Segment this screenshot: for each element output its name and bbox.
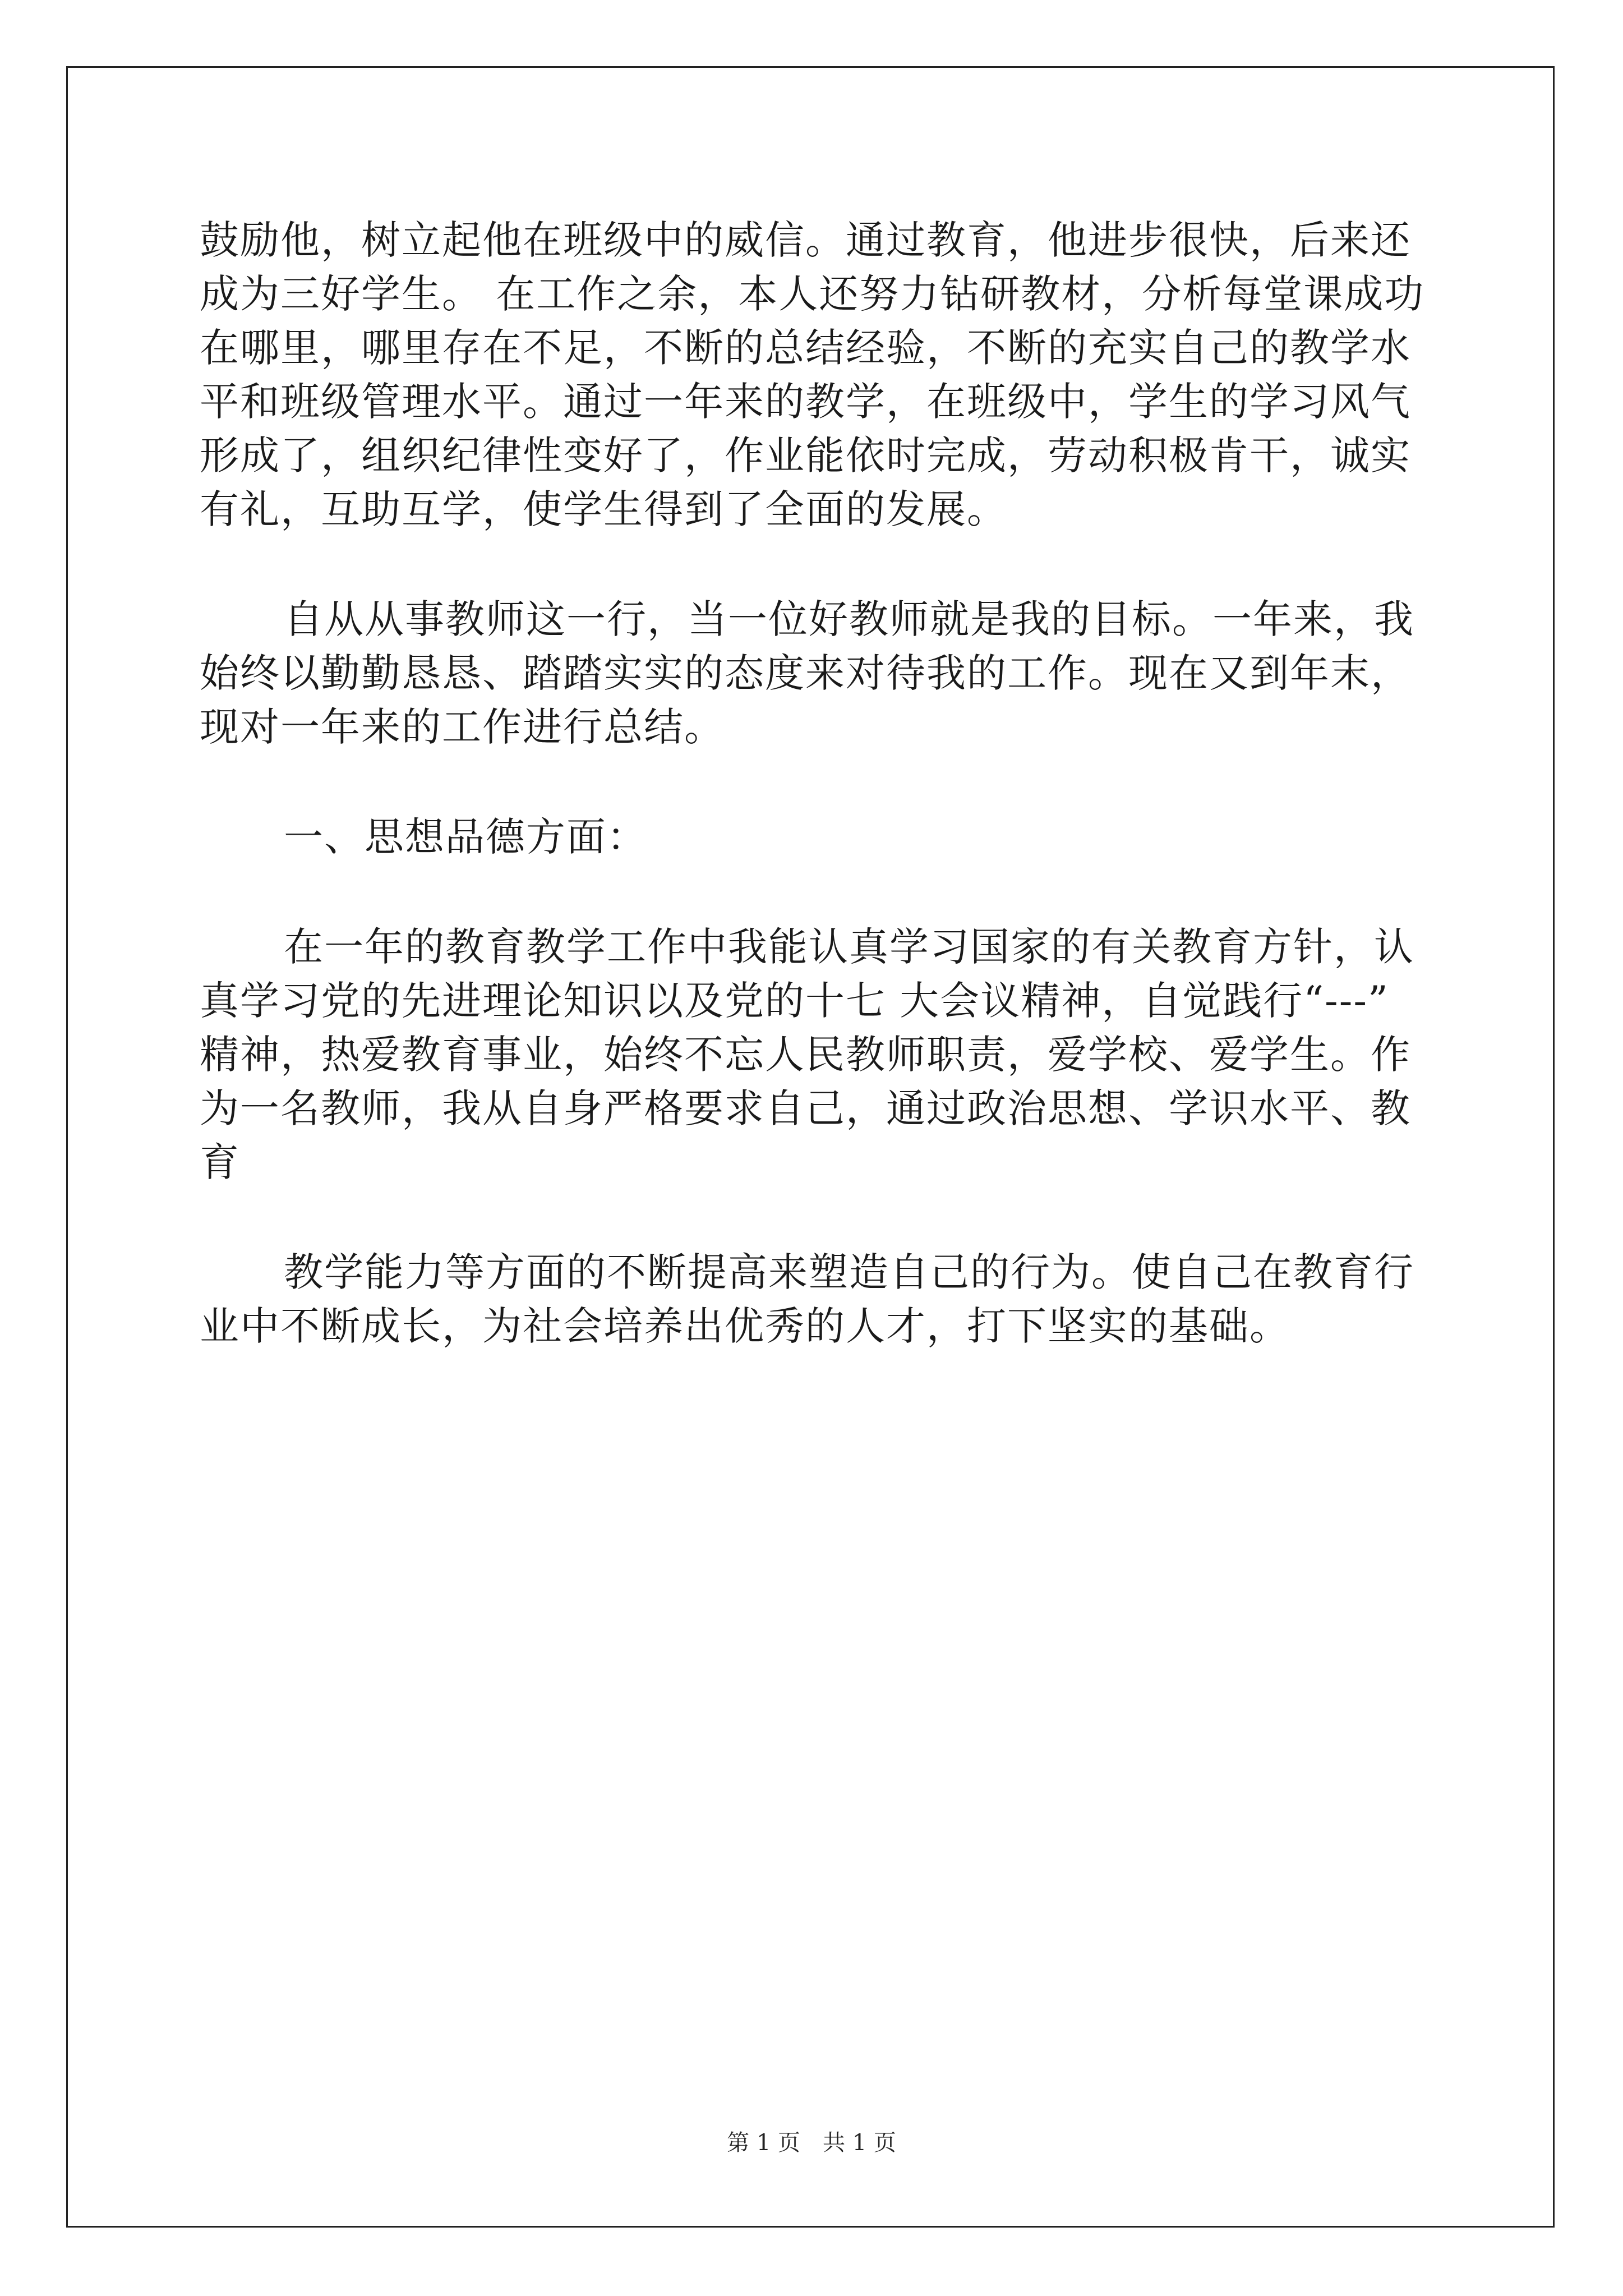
text-line: 平和班级管理水平。通过一年来的教学，在班级中，学生的学习风气 — [200, 379, 1411, 425]
text-line: 育 — [200, 1139, 240, 1185]
text-line: 真学习党的先进理论知识以及党的十七 大会议精神，自觉践行“---” — [200, 978, 1389, 1024]
text-line: 业中不断成长，为社会培养出优秀的人才，打下坚实的基础。 — [200, 1303, 1290, 1349]
section-heading: 一、思想品德方面： — [284, 814, 647, 860]
text-line: 在哪里，哪里存在不足，不断的总结经验，不断的充实自己的教学水 — [200, 325, 1411, 371]
text-line: 教学能力等方面的不断提高来塑造自己的行为。使自己在教育行 — [284, 1249, 1414, 1295]
text-line: 精神，热爱教育事业，始终不忘人民教师职责，爱学校、爱学生。作 — [200, 1032, 1411, 1078]
page-number-current: 第 1 页 — [727, 2130, 800, 2156]
paragraph-gap — [200, 536, 1422, 592]
text-line: 鼓励他，树立起他在班级中的威信。通过教育，他进步很快，后来还 — [200, 217, 1411, 263]
page-footer — [0, 2129, 1623, 2157]
paragraph-gap — [200, 754, 1422, 810]
paragraph-gap — [200, 1189, 1422, 1245]
paragraph-gap — [200, 864, 1422, 920]
text-line: 始终以勤勤恳恳、踏踏实实的态度来对待我的工作。现在又到年末， — [200, 650, 1411, 696]
document-body — [200, 213, 1425, 1353]
text-line: 自从从事教师这一行，当一位好教师就是我的目标。一年来，我 — [284, 596, 1414, 642]
text-line: 现对一年来的工作进行总结。 — [200, 704, 725, 750]
text-line: 成为三好学生。 在工作之余，本人还努力钻研教材，分析每堂课成功 — [200, 271, 1425, 317]
text-line: 有礼，互助互学，使学生得到了全面的发展。 — [200, 486, 1007, 532]
text-line: 形成了，组织纪律性变好了，作业能依时完成，劳动积极肯干，诚实 — [200, 432, 1411, 478]
text-line: 在一年的教育教学工作中我能认真学习国家的有关教育方针，认 — [284, 924, 1414, 970]
page-number-total: 共 1 页 — [823, 2130, 896, 2156]
text-line: 为一名教师，我从自身严格要求自己，通过政治思想、学识水平、教 — [200, 1085, 1411, 1131]
